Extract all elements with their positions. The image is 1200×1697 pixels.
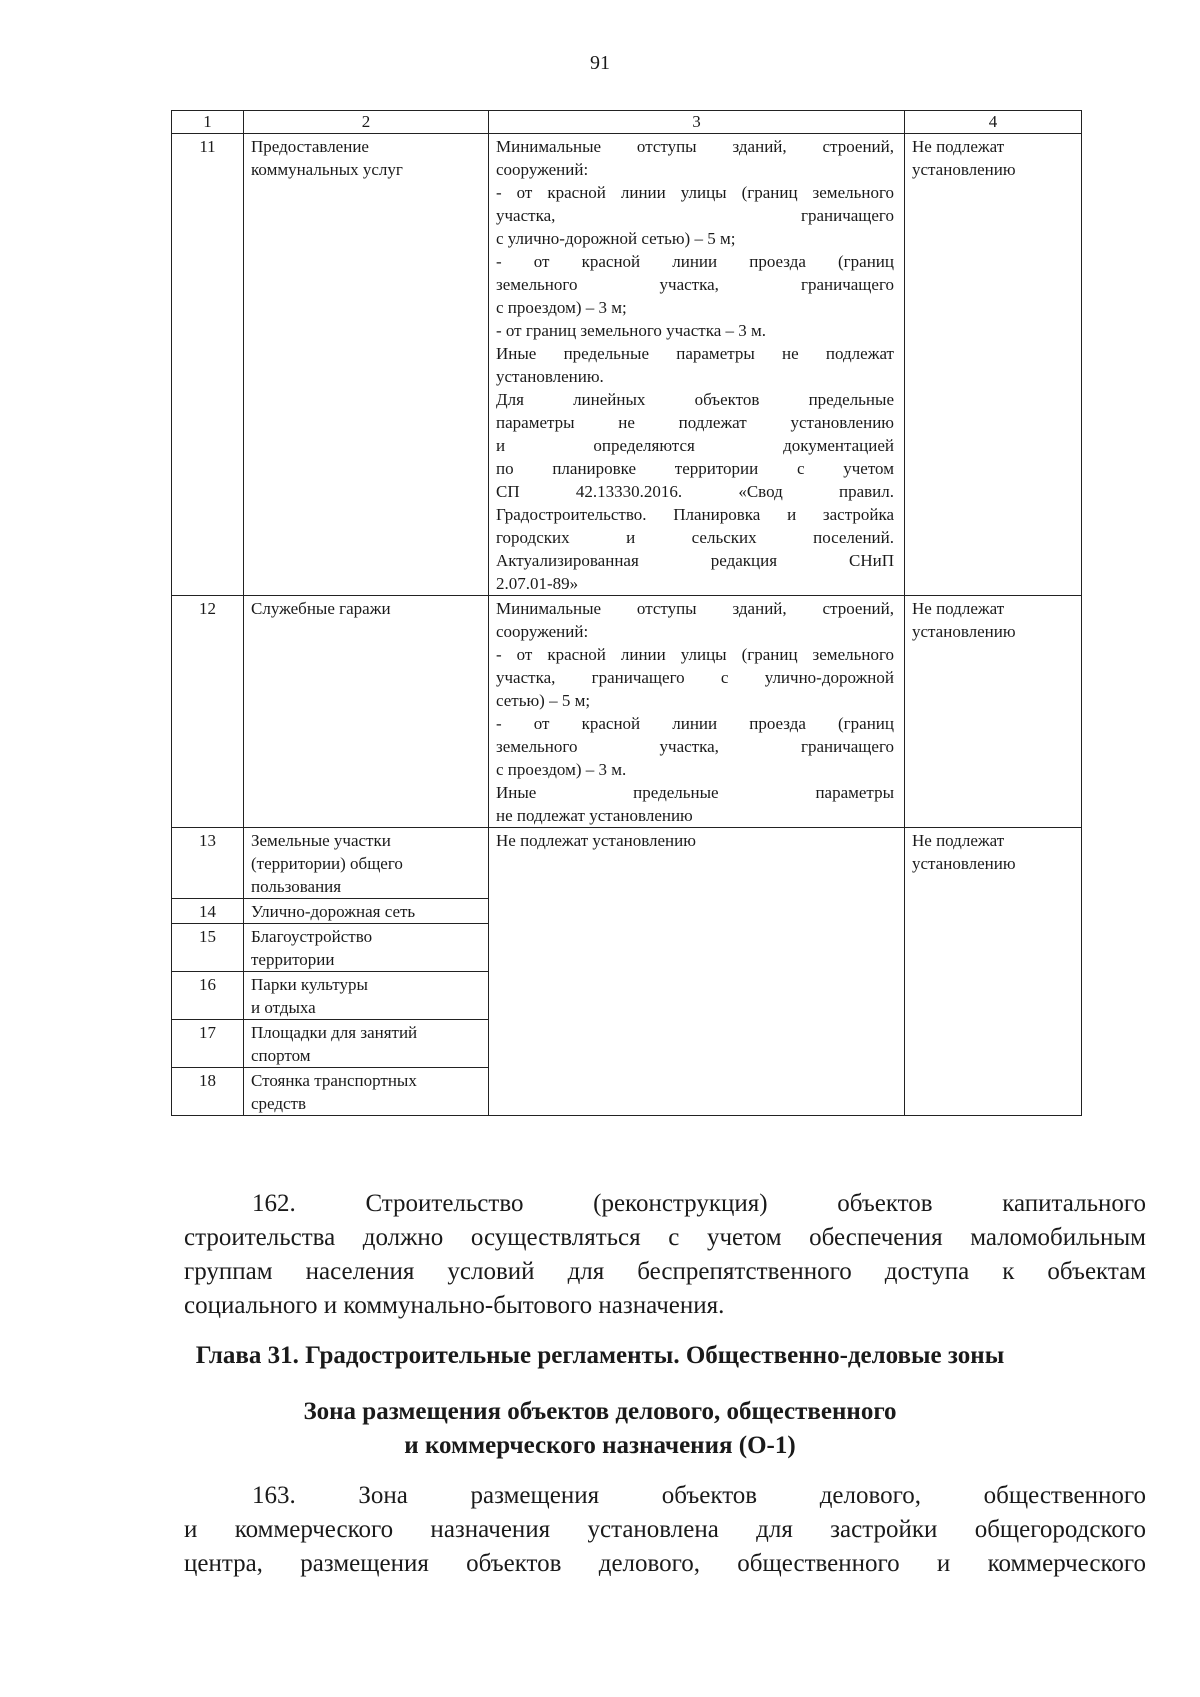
limits-line: Не подлежат	[912, 599, 1005, 618]
use-name-line: Площадки для занятий	[251, 1023, 418, 1042]
use-name-cell	[244, 924, 489, 972]
param-line: - от красной линии проезда (границ	[496, 252, 894, 271]
use-name-line: Благоустройство	[251, 927, 373, 946]
param-line: участка, граничащего с улично-дорожной	[496, 668, 894, 687]
use-name-line: Стоянка транспортных	[251, 1071, 417, 1090]
limits-cell	[905, 828, 1082, 1116]
param-line: участка, граничащего	[496, 206, 894, 225]
param-line: Минимальные отступы зданий, строений,	[496, 137, 894, 156]
paragraph-line: центра, размещения объектов делового, общественного и коммерческого	[184, 1550, 1146, 1577]
row-number: 14	[172, 899, 244, 924]
regulations-table	[171, 110, 1082, 1116]
zone-heading-line: и коммерческого назначения (О-1)	[404, 1432, 796, 1459]
param-line: параметры не подлежат установлению	[496, 413, 894, 432]
parameters-cell	[489, 134, 905, 596]
use-name-cell	[244, 596, 489, 828]
param-line: сооружений:	[496, 622, 589, 641]
header-cell: 2	[244, 111, 489, 134]
param-line: Минимальные отступы зданий, строений,	[496, 599, 894, 618]
paragraph-line: и коммерческого назначения установлена для застройки общегородского	[184, 1516, 1146, 1543]
use-name-line: Улично-дорожная сеть	[251, 902, 416, 921]
use-name-line: Служебные гаражи	[251, 599, 391, 618]
parameters-cell	[489, 596, 905, 828]
paragraph-line: строительства должно осуществляться с учетом обеспечения маломобильным	[184, 1224, 1146, 1251]
header-cell: 1	[172, 111, 244, 134]
row-number: 13	[172, 828, 244, 899]
param-line: - от красной линии проезда (границ	[496, 714, 894, 733]
use-name-line: Парки культуры	[251, 975, 368, 994]
use-name-cell	[244, 134, 489, 596]
use-name-line: (территории) общего	[251, 854, 403, 873]
param-line: земельного участка, граничащего	[496, 737, 894, 756]
param-line: установлению.	[496, 367, 604, 386]
use-name-line: средств	[251, 1094, 307, 1113]
param-line: Для линейных объектов предельные	[496, 390, 894, 409]
param-line: сетью) – 5 м;	[496, 691, 591, 710]
use-name-cell	[244, 972, 489, 1020]
limits-cell	[905, 596, 1082, 828]
use-name-cell	[244, 1020, 489, 1068]
param-line: - от границ земельного участка – 3 м.	[496, 321, 766, 340]
limits-cell	[905, 134, 1082, 596]
param-line: 2.07.01-89»	[496, 574, 579, 593]
paragraph-line: 162. Строительство (реконструкция) объектов капитального	[252, 1190, 1146, 1217]
parameters-cell	[489, 828, 905, 1116]
paragraph-163	[184, 1479, 1146, 1581]
zone-heading	[0, 1395, 1200, 1463]
param-line: земельного участка, граничащего	[496, 275, 894, 294]
param-line: СП 42.13330.2016. «Свод правил.	[496, 482, 894, 501]
param-line: Не подлежат установлению	[496, 831, 696, 850]
use-name-line: Предоставление	[251, 137, 369, 156]
header-cell: 3	[489, 111, 905, 134]
limits-line: Не подлежат	[912, 831, 1005, 850]
param-line: Иные предельные параметры	[496, 783, 894, 802]
param-line: Градостроительство. Планировка и застройка	[496, 505, 894, 524]
use-name-line: спортом	[251, 1046, 311, 1065]
use-name-line: территории	[251, 950, 335, 969]
paragraph-line: социального и коммунально-бытового назначения.	[184, 1292, 725, 1319]
row-number: 18	[172, 1068, 244, 1116]
chapter-heading: Глава 31. Градостроительные регламенты. Общественно-деловые зоны	[195, 1342, 1005, 1369]
use-name-line: Земельные участки	[251, 831, 391, 850]
table-row	[172, 134, 1082, 596]
use-name-cell	[244, 828, 489, 899]
row-number: 11	[172, 134, 244, 596]
use-name-cell	[244, 899, 489, 924]
param-line: сооружений:	[496, 160, 589, 179]
row-number: 12	[172, 596, 244, 828]
param-line: с проездом) – 3 м.	[496, 760, 627, 779]
limits-line: установлению	[912, 622, 1016, 641]
table-row	[172, 596, 1082, 828]
limits-line: установлению	[912, 854, 1016, 873]
use-name-line: и отдыха	[251, 998, 316, 1017]
param-line: городских и сельских поселений.	[496, 528, 894, 547]
param-line: по планировке территории с учетом	[496, 459, 894, 478]
param-line: - от красной линии улицы (границ земельного	[496, 645, 894, 664]
param-line: Актуализированная редакция СНиП	[496, 551, 894, 570]
row-number: 17	[172, 1020, 244, 1068]
table-header-row	[172, 111, 1082, 134]
param-line: Иные предельные параметры не подлежат	[496, 344, 894, 363]
use-name-line: пользования	[251, 877, 342, 896]
param-line: не подлежат установлению	[496, 806, 693, 825]
table-row	[172, 828, 1082, 899]
limits-line: установлению	[912, 160, 1016, 179]
param-line: с проездом) – 3 м;	[496, 298, 627, 317]
param-line: и определяются документацией	[496, 436, 894, 455]
paragraph-line: 163. Зона размещения объектов делового, общественного	[252, 1482, 1146, 1509]
param-line: - от красной линии улицы (границ земельного	[496, 183, 894, 202]
use-name-cell	[244, 1068, 489, 1116]
zone-heading-line: Зона размещения объектов делового, общественного	[303, 1398, 897, 1425]
limits-line: Не подлежат	[912, 137, 1005, 156]
param-line: с улично-дорожной сетью) – 5 м;	[496, 229, 736, 248]
paragraph-162	[184, 1187, 1146, 1323]
use-name-line: коммунальных услуг	[251, 160, 403, 179]
row-number: 15	[172, 924, 244, 972]
page-number: 91	[590, 52, 610, 74]
header-cell: 4	[905, 111, 1082, 134]
row-number: 16	[172, 972, 244, 1020]
paragraph-line: группам населения условий для беспрепятственного доступа к объектам	[184, 1258, 1146, 1285]
